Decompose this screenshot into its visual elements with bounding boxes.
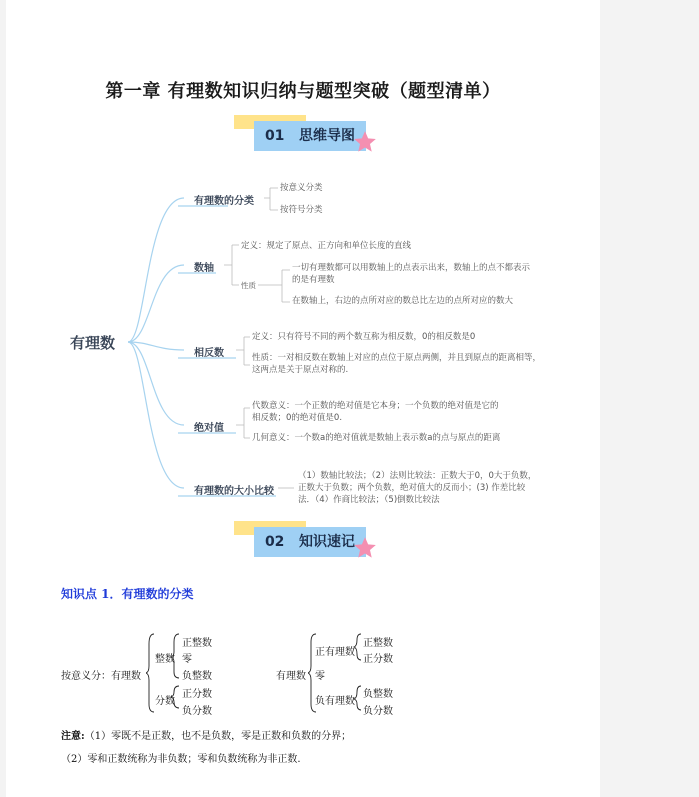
note-text-1: （1）零既不是正数，也不是负数，零是正数和负数的分界； [84, 731, 352, 742]
sign-zero: 零 [315, 671, 325, 682]
mind-map-root: 有理数 [70, 334, 116, 352]
badge-text: 01 思维导图 [264, 128, 356, 144]
mind-map [46, 170, 546, 510]
star-icon [352, 129, 378, 155]
section-badge-mindmap [234, 115, 384, 155]
sign-negative-rational: 负有理数 [315, 696, 355, 707]
leaf-meaning-classification: 按意义分类 [280, 183, 323, 193]
note-line-2: （2）零和正数统称为非负数；零和负数统称为非正数. [61, 754, 301, 765]
right-gutter [600, 0, 699, 797]
sign-lead: 有理数 [276, 671, 306, 682]
meaning-lead: 按意义分：有理数 [61, 671, 141, 682]
leaf-absolute-geometric: 几何意义：一个数a的绝对值就是数轴上表示数a的点与原点的距离 [252, 433, 501, 443]
sign-positive-fraction: 正分数 [363, 654, 393, 665]
badge-text: 02 知识速记 [264, 534, 356, 550]
leaf-absolute-algebraic: 代数意义：一个正数的绝对值是它本身；一个负数的绝对值是它的相反数；0的绝对值是0. [252, 401, 499, 423]
leaf-sign-classification: 按符号分类 [280, 205, 323, 215]
sign-negative-integer: 负整数 [363, 689, 393, 700]
knowledge-point-title: 知识点 1．有理数的分类 [61, 587, 194, 601]
sign-positive-rational: 正有理数 [315, 647, 355, 658]
chapter-title: 第一章 有理数知识归纳与题型突破（题型清单） [105, 81, 501, 102]
meaning-negative-fraction: 负分数 [182, 706, 212, 717]
branch-compare: 有理数的大小比较 [194, 486, 274, 497]
branch-absolute-value: 绝对值 [194, 423, 224, 434]
sign-negative-fraction: 负分数 [363, 706, 393, 717]
leaf-opposite-property: 性质：一对相反数在数轴上对应的点位于原点两侧，并且到原点的距离相等，这两点是关于原点对称的. [252, 353, 542, 375]
meaning-integer: 整数 [155, 654, 175, 665]
star-icon [352, 535, 378, 561]
meaning-fraction: 分数 [155, 696, 175, 707]
branch-opposite: 相反数 [194, 348, 224, 359]
leaf-opposite-definition: 定义：只有符号不同的两个数互称为相反数，0的相反数是0 [252, 332, 476, 342]
leaf-number-line-property-1: 一切有理数都可以用数轴上的点表示出来，数轴上的点不都表示的是有理数 [292, 263, 531, 285]
leaf-number-line-property-2: 在数轴上，右边的点所对应的数总比左边的点所对应的数大 [292, 296, 514, 306]
branch-number-line: 数轴 [194, 263, 214, 274]
meaning-zero: 零 [182, 654, 192, 665]
meaning-positive-integer: 正整数 [182, 638, 212, 649]
branch-classification: 有理数的分类 [194, 196, 254, 207]
leaf-compare-methods: （1）数轴比较法；（2）法则比较法：正数大于0，0大于负数，正数大于负数；两个负数，绝对值大的反而小；(3) 作差比较法．（4）作商比较法；（5)倒数比较法 [298, 471, 537, 505]
leaf-number-line-definition: 定义：规定了原点、正方向和单位长度的直线 [241, 241, 412, 251]
meaning-negative-integer: 负整数 [182, 671, 212, 682]
leaf-number-line-property-label: 性质 [241, 281, 256, 290]
note-label: 注意: [61, 731, 85, 742]
sign-positive-integer: 正整数 [363, 638, 393, 649]
note-line-1 [61, 727, 351, 742]
section-badge-knowledge [234, 521, 384, 561]
meaning-positive-fraction: 正分数 [182, 689, 212, 700]
document-page [6, 0, 600, 797]
